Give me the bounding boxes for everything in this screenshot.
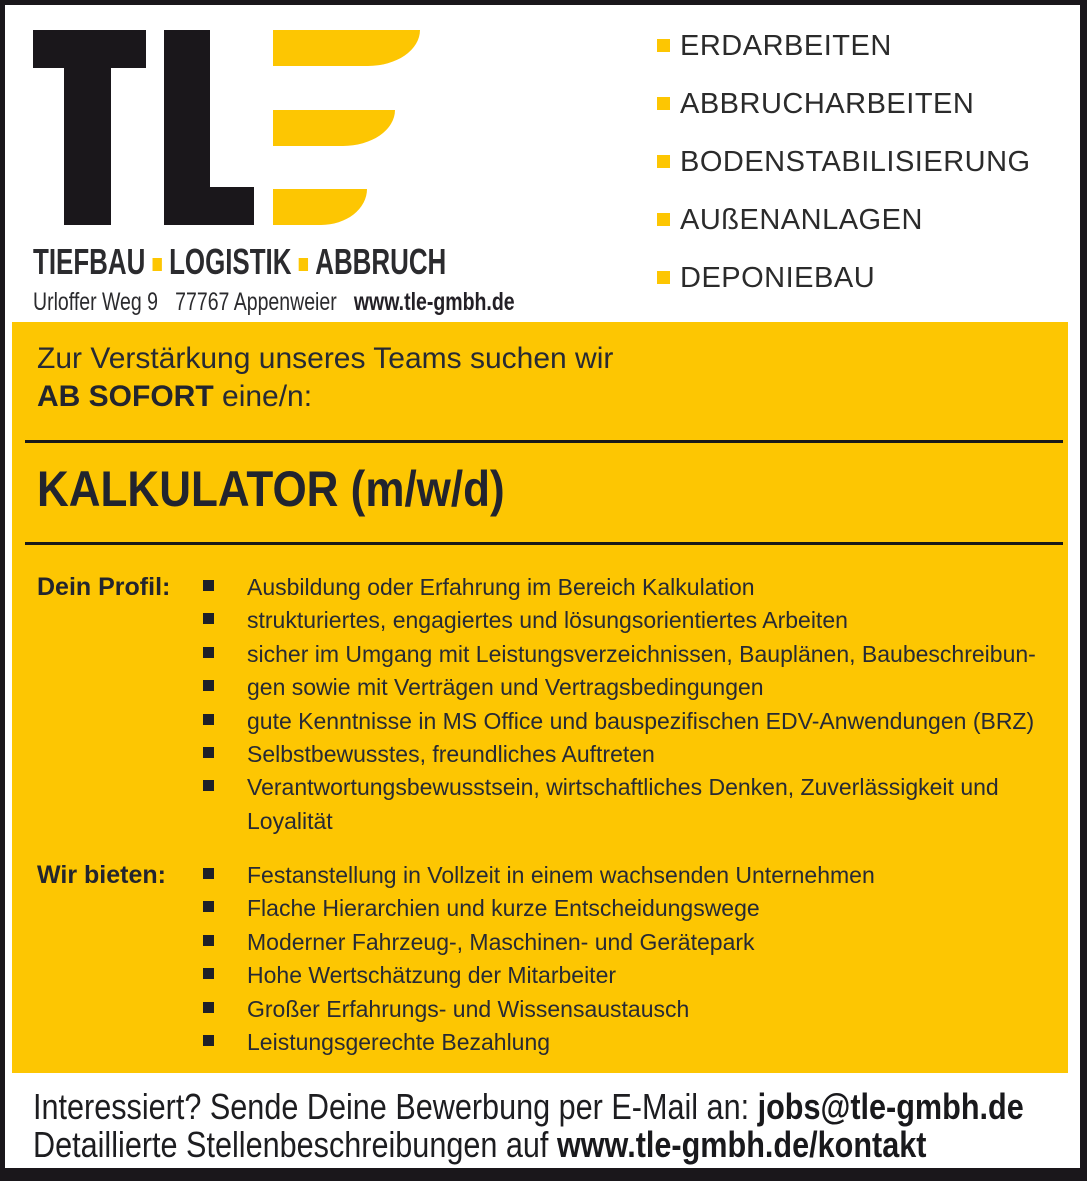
square-bullet-icon xyxy=(203,613,214,624)
address-street: Urloffer Weg 9 xyxy=(33,288,159,316)
offer-item: Moderner Fahrzeug-, Maschinen- und Gerätepark xyxy=(247,928,755,955)
square-bullet-icon xyxy=(203,868,214,879)
profile-list xyxy=(203,571,1051,838)
service-label: DEPONIEBAU xyxy=(680,262,876,294)
list-item xyxy=(203,771,1051,838)
profile-item: Ausbildung oder Erfahrung im Bereich Kalkulation xyxy=(247,574,755,600)
square-bullet-icon xyxy=(203,968,214,979)
square-bullet-icon xyxy=(203,714,214,725)
logo-letter-l-foot xyxy=(164,187,254,225)
profile-item: Verantwortungsbewusstsein, wirtschaftliches Denken, Zuverlässigkeit und Loyalität xyxy=(247,774,999,834)
tagline-word-logistik: LOGISTIK xyxy=(169,241,292,282)
frame-border-bottom xyxy=(0,1168,1087,1181)
service-label: ABBRUCHARBEITEN xyxy=(680,88,975,120)
intro-line2-rest: eine/n: xyxy=(213,380,313,413)
contact-url: www.tle-gmbh.de/kontakt xyxy=(556,1124,927,1165)
logo-letter-e-bar-middle xyxy=(273,110,395,146)
intro-text xyxy=(37,340,613,416)
square-bullet-icon xyxy=(203,647,214,658)
intro-ab-sofort: AB SOFORT xyxy=(37,380,214,413)
offer-item: Leistungsgerechte Bezahlung xyxy=(247,1029,551,1056)
service-label: AUßENANLAGEN xyxy=(680,204,923,236)
square-bullet-icon xyxy=(203,747,214,758)
intro-line2 xyxy=(37,378,613,416)
frame-border-right xyxy=(1080,0,1087,1181)
square-bullet-icon xyxy=(299,258,308,271)
list-item xyxy=(203,638,1051,671)
offer-item: Festanstellung in Vollzeit in einem wachsenden Unternehmen xyxy=(247,862,875,888)
profile-item: gen sowie mit Verträgen und Vertragsbedingungen xyxy=(247,674,764,701)
square-bullet-icon xyxy=(657,271,670,284)
square-bullet-icon xyxy=(657,97,670,110)
square-bullet-icon xyxy=(657,213,670,226)
list-item xyxy=(203,859,1051,892)
logo-letter-e-bar-bottom xyxy=(273,189,367,225)
list-item xyxy=(203,926,1051,959)
profile-item: sicher im Umgang mit Leistungsverzeichnissen, Bauplänen, Baubeschreibun- xyxy=(247,640,1036,667)
square-bullet-icon xyxy=(203,1035,214,1046)
address-city: 77767 Appenweier xyxy=(175,288,337,316)
service-label: BODENSTABILISIERUNG xyxy=(680,146,1031,178)
square-bullet-icon xyxy=(203,580,214,591)
contact-email: jobs@tle-gmbh.de xyxy=(757,1086,1024,1127)
services-list xyxy=(657,30,1031,320)
frame-border-top xyxy=(0,0,1087,5)
footer-info-text: Detaillierte Stellenbeschreibungen auf xyxy=(33,1124,557,1165)
logo-letter-e-bar-top xyxy=(273,30,420,66)
service-label: ERDARBEITEN xyxy=(680,30,892,62)
square-bullet-icon xyxy=(153,258,162,271)
offer-item: Flache Hierarchien und kurze Entscheidungswege xyxy=(247,895,760,922)
list-item xyxy=(203,604,1051,637)
list-item xyxy=(657,146,1031,204)
list-item xyxy=(657,88,1031,146)
tagline-word-tiefbau: TIEFBAU xyxy=(33,241,146,282)
offer-section-label: Wir bieten: xyxy=(37,861,166,889)
list-item xyxy=(203,959,1051,992)
job-title: KALKULATOR (m/w/d) xyxy=(37,461,505,517)
list-item xyxy=(203,571,1051,604)
footer-contact-text: Interessiert? Sende Deine Bewerbung per E-Mail an: xyxy=(33,1086,750,1127)
footer-info-line xyxy=(33,1124,926,1166)
list-item xyxy=(203,1026,1051,1059)
square-bullet-icon xyxy=(203,901,214,912)
list-item xyxy=(203,705,1051,738)
profile-item: Selbstbewusstes, freundliches Auftreten xyxy=(247,741,655,768)
list-item xyxy=(203,738,1051,771)
square-bullet-icon xyxy=(203,1002,214,1013)
list-item xyxy=(203,993,1051,1026)
company-website: www.tle-gmbh.de xyxy=(353,288,515,316)
offer-list xyxy=(203,859,1051,1059)
offer-item: Hohe Wertschätzung der Mitarbeiter xyxy=(247,962,617,989)
profile-item: strukturiertes, engagiertes und lösungsorientiertes Arbeiten xyxy=(247,607,848,634)
company-address xyxy=(33,288,515,317)
list-item xyxy=(203,892,1051,925)
divider-line xyxy=(25,440,1063,443)
list-item xyxy=(657,262,1031,320)
square-bullet-icon xyxy=(657,39,670,52)
frame-border-left xyxy=(0,0,5,1181)
profile-item: gute Kenntnisse in MS Office und bauspezifischen EDV-Anwendungen (BRZ) xyxy=(247,707,1035,734)
intro-line1: Zur Verstärkung unseres Teams suchen wir xyxy=(37,342,614,375)
offer-item: Großer Erfahrungs- und Wissensaustausch xyxy=(247,995,690,1022)
square-bullet-icon xyxy=(203,780,214,791)
list-item xyxy=(203,671,1051,704)
job-ad-panel xyxy=(12,322,1068,1073)
tagline-word-abbruch: ABBRUCH xyxy=(315,241,447,282)
list-item xyxy=(657,204,1031,262)
square-bullet-icon xyxy=(203,680,214,691)
divider-line xyxy=(25,542,1063,545)
square-bullet-icon xyxy=(657,155,670,168)
list-item xyxy=(657,30,1031,88)
logo-tagline xyxy=(33,241,446,283)
profile-section-label: Dein Profil: xyxy=(37,573,171,601)
footer-contact-line xyxy=(33,1086,1024,1128)
square-bullet-icon xyxy=(203,935,214,946)
logo-letter-t-stem xyxy=(64,30,111,225)
